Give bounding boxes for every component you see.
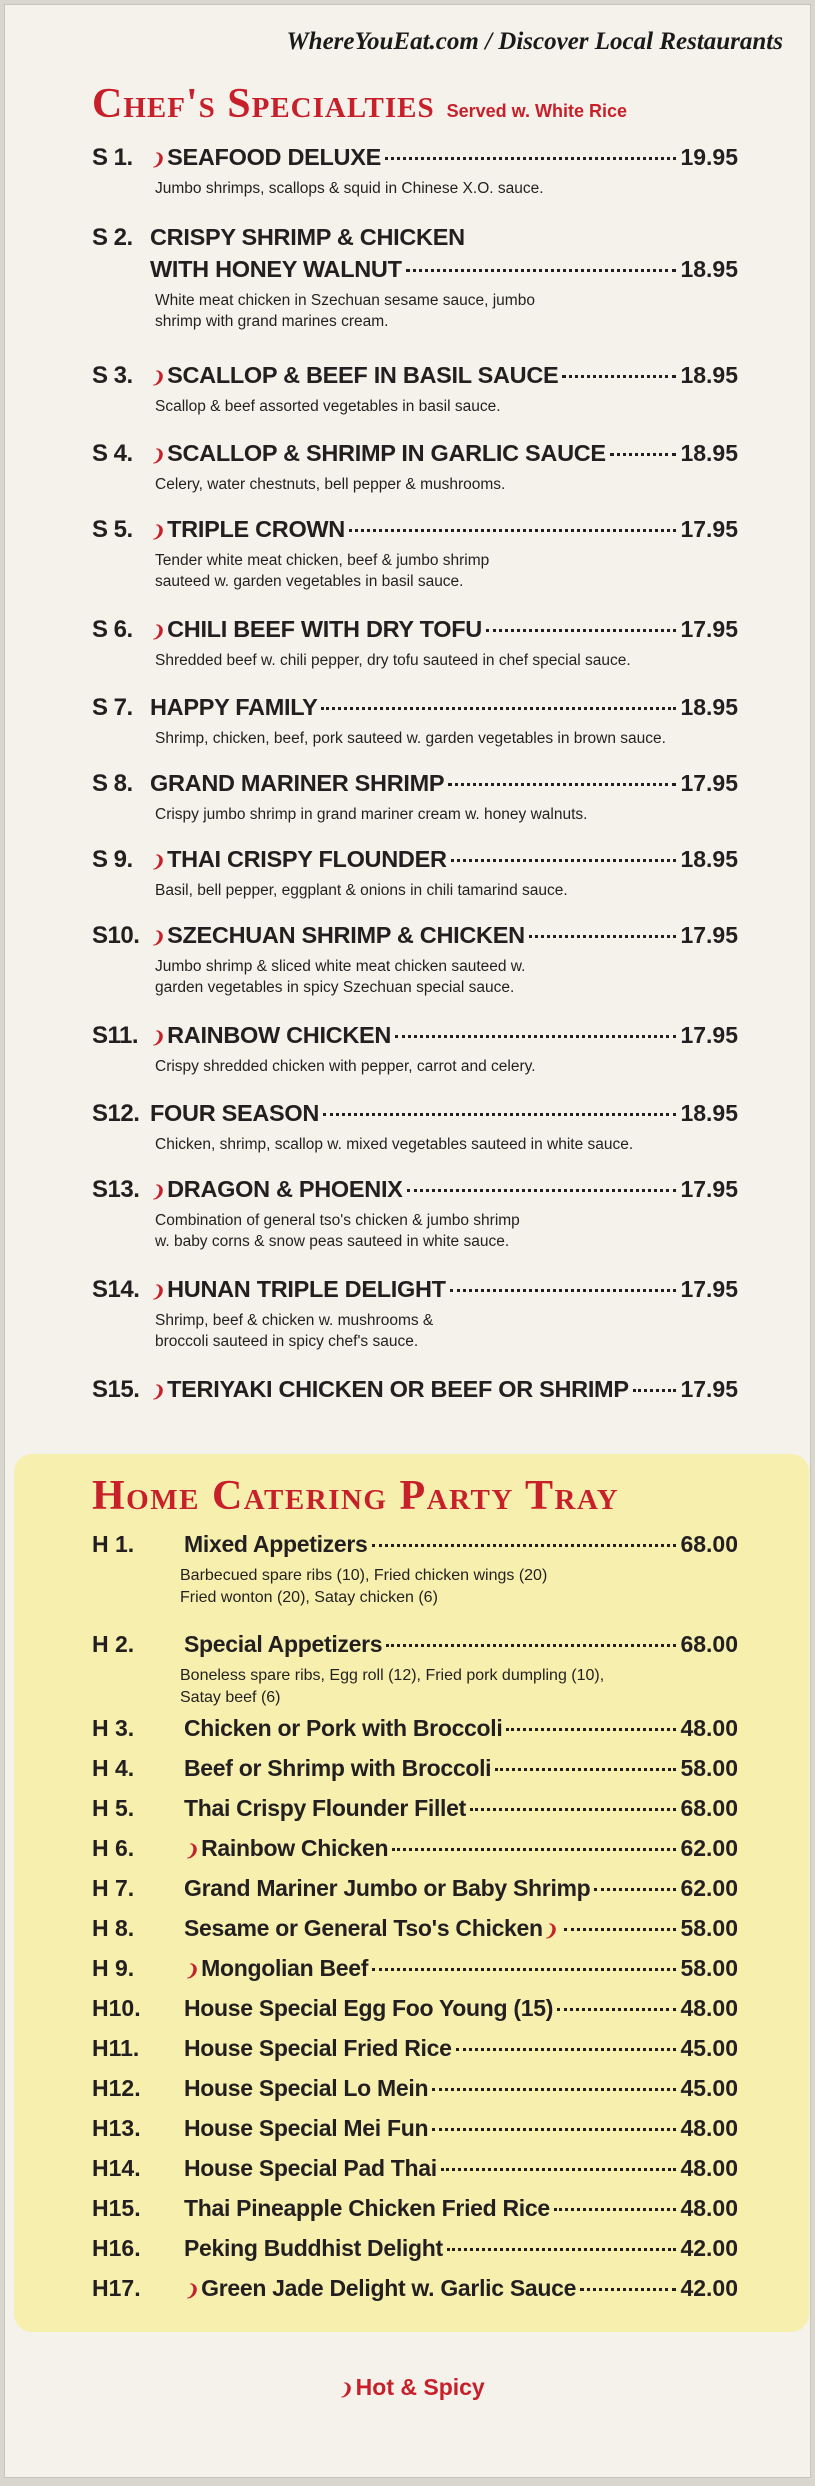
item-code: S 9. — [92, 846, 133, 873]
item-name-text: Sesame or General Tso's Chicken — [184, 1915, 543, 1941]
item-name-text: Rainbow Chicken — [201, 1835, 389, 1861]
item-price: 18.95 — [680, 846, 738, 872]
item-name — [184, 2035, 452, 2062]
item-name — [150, 694, 317, 721]
item-name-text: GRAND MARINER SHRIMP — [150, 770, 445, 796]
item-description: Scallop & beef assorted vegetables in basil sauce. — [155, 398, 501, 415]
item-price: 18.95 — [680, 362, 738, 388]
item-description: Shrimp, chicken, beef, pork sauteed w. garden vegetables in brown sauce. — [155, 730, 666, 747]
item-name-text: RAINBOW CHICKEN — [167, 1022, 392, 1048]
item-code: S13. — [92, 1176, 140, 1203]
item-name — [150, 770, 444, 797]
chili-pepper-icon: ❩ — [150, 524, 167, 541]
item-price: 68.00 — [680, 1531, 738, 1557]
item-name-text: Mixed Appetizers — [184, 1531, 368, 1557]
menu-item — [92, 1276, 738, 1304]
dot-leader — [323, 1113, 676, 1116]
dot-leader — [407, 1189, 677, 1192]
item-name — [150, 440, 606, 467]
item-description: Satay beef (6) — [180, 1689, 281, 1706]
dot-leader — [372, 1544, 677, 1547]
watermark: WhereYouEat.com / Discover Local Restaurants — [286, 28, 783, 55]
item-price: 18.95 — [680, 256, 738, 282]
item-name — [184, 1795, 466, 1822]
item-price: 45.00 — [680, 2075, 738, 2101]
menu-item — [92, 616, 738, 644]
menu-item — [92, 1100, 738, 1128]
item-name-text: Green Jade Delight w. Garlic Sauce — [201, 2275, 577, 2301]
item-description: garden vegetables in spicy Szechuan special sauce. — [155, 979, 515, 996]
item-code: H17. — [92, 2275, 141, 2301]
item-description: w. baby corns & snow peas sauteed in white sauce. — [155, 1233, 510, 1250]
item-name-text: SEAFOOD DELUXE — [167, 144, 381, 170]
item-code: S 6. — [92, 616, 133, 643]
menu-item — [92, 2115, 738, 2142]
item-code: H 8. — [92, 1915, 135, 1941]
item-code: S 1. — [92, 144, 133, 171]
item-description: Boneless spare ribs, Egg roll (12), Fried pork dumpling (10), — [180, 1667, 605, 1684]
item-name-text: Special Appetizers — [184, 1631, 383, 1657]
menu-page — [4, 4, 811, 2478]
item-code: S 8. — [92, 770, 133, 797]
chili-pepper-icon: ❩ — [150, 1030, 167, 1047]
item-code: S 5. — [92, 516, 133, 543]
item-code: H 6. — [92, 1835, 135, 1861]
item-name-text: TRIPLE CROWN — [167, 516, 345, 542]
dot-leader — [392, 1848, 676, 1851]
dot-leader — [349, 529, 676, 532]
item-code: S10. — [92, 922, 140, 949]
item-name — [184, 1631, 382, 1658]
dot-leader — [562, 375, 676, 378]
item-name — [150, 1100, 319, 1127]
item-price: 62.00 — [680, 1835, 738, 1861]
item-code: H 1. — [92, 1531, 135, 1557]
chili-pepper-icon: ❩ — [150, 448, 167, 465]
menu-item — [92, 2075, 738, 2102]
item-price: 17.95 — [680, 1176, 738, 1202]
menu-item — [92, 846, 738, 874]
item-description: Crispy jumbo shrimp in grand mariner cream w. honey walnuts. — [155, 806, 588, 823]
menu-item — [92, 1915, 738, 1942]
item-name-text: SCALLOP & SHRIMP IN GARLIC SAUCE — [167, 440, 606, 466]
item-description: Shrimp, beef & chicken w. mushrooms & — [155, 1312, 434, 1329]
item-description: Jumbo shrimps, scallops & squid in Chinese X.O. sauce. — [155, 180, 544, 197]
item-price: 68.00 — [680, 1631, 738, 1657]
item-name — [184, 1995, 553, 2022]
item-price: 42.00 — [680, 2235, 738, 2261]
item-name — [184, 1715, 502, 1742]
dot-leader — [372, 1968, 676, 1971]
item-code: H 3. — [92, 1715, 135, 1741]
item-name-text: Mongolian Beef — [201, 1955, 369, 1981]
item-name-text: CHILI BEEF WITH DRY TOFU — [167, 616, 482, 642]
chef-specialties-subtitle: Served w. White Rice — [446, 101, 628, 121]
chili-pepper-icon: ❩ — [150, 854, 167, 871]
item-name-text: THAI CRISPY FLOUNDER — [167, 846, 447, 872]
chili-pepper-icon: ❩ — [184, 2283, 201, 2300]
item-price: 48.00 — [680, 1715, 738, 1741]
dot-leader — [529, 935, 677, 938]
chili-pepper-icon: ❩ — [150, 1284, 167, 1301]
menu-item — [92, 2235, 738, 2262]
chili-pepper-icon: ❩ — [150, 152, 167, 169]
dot-leader — [432, 2088, 676, 2091]
item-code: H16. — [92, 2235, 141, 2261]
item-name — [184, 1915, 560, 1942]
item-price: 19.95 — [680, 144, 738, 170]
item-code: H14. — [92, 2155, 141, 2181]
item-description: Combination of general tso's chicken & jumbo shrimp — [155, 1212, 520, 1229]
item-price: 18.95 — [680, 1100, 738, 1126]
item-name — [184, 2275, 576, 2302]
chili-pepper-icon: ❩ — [150, 624, 167, 641]
item-description: sauteed w. garden vegetables in basil sauce. — [155, 573, 464, 590]
item-code: H 5. — [92, 1795, 135, 1821]
menu-item — [92, 1715, 738, 1742]
item-price: 45.00 — [680, 2035, 738, 2061]
menu-item — [92, 1376, 738, 1404]
menu-item — [92, 362, 738, 390]
item-name — [184, 2155, 437, 2182]
item-name-text: House Special Fried Rice — [184, 2035, 452, 2061]
chef-specialties-title — [92, 80, 627, 128]
item-price: 17.95 — [680, 922, 738, 948]
item-code: H 2. — [92, 1631, 135, 1657]
menu-item — [92, 516, 738, 544]
item-name — [150, 846, 447, 873]
item-name — [184, 2075, 428, 2102]
item-code: H10. — [92, 1995, 141, 2021]
menu-item — [92, 2155, 738, 2182]
item-name-text: Thai Crispy Flounder Fillet — [184, 1795, 466, 1821]
item-description: shrimp with grand marines cream. — [155, 313, 389, 330]
chili-pepper-icon: ❩ — [184, 1843, 201, 1860]
menu-item — [92, 922, 738, 950]
item-name — [150, 362, 558, 389]
item-name-text: CRISPY SHRIMP & CHICKEN — [150, 224, 465, 250]
menu-item — [92, 770, 738, 798]
dot-leader — [564, 1928, 677, 1931]
item-name-text: DRAGON & PHOENIX — [167, 1176, 403, 1202]
menu-item — [92, 1955, 738, 1982]
item-name-text: Peking Buddhist Delight — [184, 2235, 443, 2261]
chef-specialties-heading: Chef's Specialties — [92, 81, 435, 127]
item-description: Shredded beef w. chili pepper, dry tofu sauteed in chef special sauce. — [155, 652, 631, 669]
dot-leader — [554, 2208, 677, 2211]
menu-item — [92, 1531, 738, 1558]
menu-item — [92, 2275, 738, 2302]
item-description: Fried wonton (20), Satay chicken (6) — [180, 1589, 438, 1606]
menu-item — [92, 1835, 738, 1862]
dot-leader — [506, 1728, 676, 1731]
item-name-text: SCALLOP & BEEF IN BASIL SAUCE — [167, 362, 559, 388]
dot-leader — [456, 2048, 677, 2051]
menu-item — [92, 1795, 738, 1822]
menu-item — [92, 1022, 738, 1050]
item-price: 58.00 — [680, 1955, 738, 1981]
dot-leader — [633, 1389, 677, 1392]
dot-leader — [451, 859, 677, 862]
item-code: S15. — [92, 1376, 140, 1403]
dot-leader — [406, 269, 677, 272]
item-price: 17.95 — [680, 1276, 738, 1302]
dot-leader — [386, 1644, 676, 1647]
item-description: White meat chicken in Szechuan sesame sauce, jumbo — [155, 292, 535, 309]
item-description: broccoli sauteed in spicy chef's sauce. — [155, 1333, 419, 1350]
item-name — [150, 1276, 446, 1303]
item-name-text: Grand Mariner Jumbo or Baby Shrimp — [184, 1875, 591, 1901]
item-name — [184, 1835, 388, 1862]
item-code: S 2. — [92, 224, 133, 251]
item-code: S 3. — [92, 362, 133, 389]
catering-title: Home Catering Party Tray — [92, 1473, 620, 1519]
item-code: H13. — [92, 2115, 141, 2141]
dot-leader — [470, 1808, 676, 1811]
item-name-text: Thai Pineapple Chicken Fried Rice — [184, 2195, 550, 2221]
item-name-text: House Special Pad Thai — [184, 2155, 437, 2181]
item-price: 58.00 — [680, 1755, 738, 1781]
item-price: 48.00 — [680, 1995, 738, 2021]
chili-pepper-icon: ❩ — [542, 1923, 560, 1940]
item-name — [150, 616, 482, 643]
item-description: Crispy shredded chicken with pepper, carrot and celery. — [155, 1058, 536, 1075]
item-name — [184, 2195, 550, 2222]
item-code: S11. — [92, 1022, 139, 1049]
menu-item — [92, 2195, 738, 2222]
item-name-text: HAPPY FAMILY — [150, 694, 318, 720]
item-description: Barbecued spare ribs (10), Fried chicken wings (20) — [180, 1567, 548, 1584]
item-description: Celery, water chestnuts, bell pepper & mushrooms. — [155, 476, 506, 493]
item-price: 42.00 — [680, 2275, 738, 2301]
item-price: 68.00 — [680, 1795, 738, 1821]
item-code: S14. — [92, 1276, 140, 1303]
dot-leader — [441, 2168, 677, 2171]
hot-spicy-legend — [4, 2374, 811, 2401]
item-name-text: Chicken or Pork with Broccoli — [184, 1715, 503, 1741]
menu-item — [92, 1176, 738, 1204]
item-name — [184, 1955, 368, 1982]
item-price: 48.00 — [680, 2195, 738, 2221]
item-code: H12. — [92, 2075, 141, 2101]
item-name — [150, 1022, 391, 1049]
menu-item — [92, 2035, 738, 2062]
item-name — [150, 1376, 629, 1403]
item-name — [150, 144, 381, 171]
menu-item-line2 — [92, 256, 738, 283]
dot-leader — [610, 453, 677, 456]
item-price: 18.95 — [680, 694, 738, 720]
item-price: 17.95 — [680, 1376, 738, 1402]
dot-leader — [450, 1289, 677, 1292]
chili-pepper-icon: ❩ — [338, 2382, 356, 2399]
item-price: 58.00 — [680, 1915, 738, 1941]
menu-item — [92, 1875, 738, 1902]
item-name-text: HUNAN TRIPLE DELIGHT — [167, 1276, 446, 1302]
item-name-text: House Special Egg Foo Young (15) — [184, 1995, 554, 2021]
item-name — [184, 1755, 491, 1782]
chili-pepper-icon: ❩ — [184, 1963, 201, 1980]
menu-item — [92, 1631, 738, 1658]
dot-leader — [432, 2128, 676, 2131]
item-code: H11. — [92, 2035, 140, 2061]
item-description: Jumbo shrimp & sliced white meat chicken sauteed w. — [155, 958, 526, 975]
item-name — [184, 1875, 590, 1902]
item-price: 17.95 — [680, 770, 738, 796]
item-name-text: House Special Lo Mein — [184, 2075, 429, 2101]
item-code: H 9. — [92, 1955, 135, 1981]
item-price: 48.00 — [680, 2155, 738, 2181]
item-code: S12. — [92, 1100, 140, 1127]
item-price: 62.00 — [680, 1875, 738, 1901]
dot-leader — [594, 1888, 676, 1891]
item-name — [150, 224, 465, 251]
dot-leader — [448, 783, 676, 786]
item-code: H 4. — [92, 1755, 135, 1781]
item-price: 17.95 — [680, 1022, 738, 1048]
item-name — [184, 1531, 368, 1558]
item-name-text: SZECHUAN SHRIMP & CHICKEN — [167, 922, 525, 948]
dot-leader — [580, 2288, 676, 2291]
dot-leader — [486, 629, 676, 632]
item-name — [150, 516, 345, 543]
chili-pepper-icon: ❩ — [150, 1184, 167, 1201]
menu-item — [92, 1995, 738, 2022]
item-name — [150, 1176, 403, 1203]
dot-leader — [385, 157, 676, 160]
chili-pepper-icon: ❩ — [150, 370, 167, 387]
legend-label: Hot & Spicy — [355, 2374, 485, 2400]
dot-leader — [447, 2248, 677, 2251]
item-name-text: TERIYAKI CHICKEN OR BEEF OR SHRIMP — [167, 1376, 629, 1402]
item-price: 17.95 — [680, 616, 738, 642]
menu-item — [92, 694, 738, 722]
menu-item — [92, 1755, 738, 1782]
item-price: 17.95 — [680, 516, 738, 542]
dot-leader — [321, 707, 676, 710]
item-code: H 7. — [92, 1875, 135, 1901]
item-price: 18.95 — [680, 440, 738, 466]
item-price: 48.00 — [680, 2115, 738, 2141]
menu-item — [92, 224, 738, 252]
item-name — [184, 2115, 428, 2142]
menu-item — [92, 440, 738, 468]
item-description: Basil, bell pepper, eggplant & onions in chili tamarind sauce. — [155, 882, 568, 899]
item-code: S 7. — [92, 694, 133, 721]
dot-leader — [557, 2008, 676, 2011]
item-description: Tender white meat chicken, beef & jumbo shrimp — [155, 552, 490, 569]
chili-pepper-icon: ❩ — [150, 930, 167, 947]
menu-item — [92, 144, 738, 172]
item-name-text: Beef or Shrimp with Broccoli — [184, 1755, 492, 1781]
item-name-line2: WITH HONEY WALNUT — [150, 256, 402, 282]
dot-leader — [395, 1035, 676, 1038]
item-name — [150, 922, 525, 949]
item-name-text: FOUR SEASON — [150, 1100, 320, 1126]
dot-leader — [495, 1768, 676, 1771]
item-code: S 4. — [92, 440, 133, 467]
item-name — [184, 2235, 443, 2262]
item-name-text: House Special Mei Fun — [184, 2115, 429, 2141]
item-description: Chicken, shrimp, scallop w. mixed vegetables sauteed in white sauce. — [155, 1136, 634, 1153]
chili-pepper-icon: ❩ — [150, 1384, 167, 1401]
item-code: H15. — [92, 2195, 141, 2221]
